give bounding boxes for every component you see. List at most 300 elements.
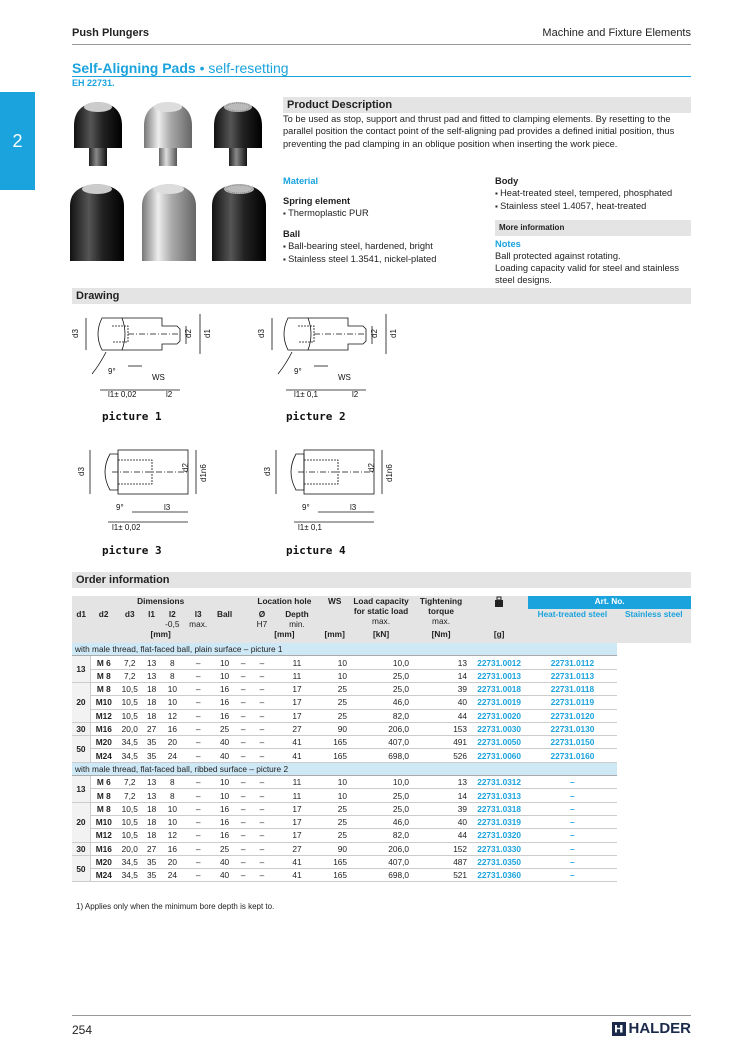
table-cell: 24 xyxy=(160,869,184,882)
table-cell: – xyxy=(184,696,212,709)
table-cell: 41 xyxy=(275,869,320,882)
table-cell: M10 xyxy=(90,815,116,828)
order-table-body xyxy=(72,643,691,882)
cell-art-no[interactable]: 22731.0319 xyxy=(470,815,528,828)
table-cell: – xyxy=(237,869,249,882)
table-cell: – xyxy=(184,855,212,868)
table-cell: 11 xyxy=(275,789,320,802)
weight-icon xyxy=(470,596,528,629)
product-description-heading: Product Description xyxy=(283,97,691,113)
caption-picture-3: picture 3 xyxy=(102,544,162,557)
label-l3: l3 xyxy=(350,503,357,512)
table-cell: – xyxy=(237,855,249,868)
unit-mm: [mm] xyxy=(72,629,249,642)
body-heading: Body xyxy=(495,176,519,186)
table-cell: – xyxy=(237,722,249,735)
table-cell: – xyxy=(184,722,212,735)
table-cell: 17 xyxy=(275,709,320,722)
col-l2: l2 -0,5 xyxy=(160,609,184,629)
table-cell: 10,5 xyxy=(117,696,143,709)
table-cell: 13 xyxy=(143,776,161,789)
table-cell: 20 xyxy=(160,736,184,749)
table-cell: 25 xyxy=(319,682,350,695)
label-l1: l1± 0,02 xyxy=(108,390,137,399)
label-d2: d2 xyxy=(184,329,193,338)
cell-art-no[interactable]: 22731.0330 xyxy=(470,842,528,855)
table-cell: 16 xyxy=(212,829,237,842)
table-cell: 10,0 xyxy=(350,656,412,669)
table-cell: – xyxy=(237,829,249,842)
label-angle: 9° xyxy=(108,367,116,376)
table-cell: – xyxy=(237,656,249,669)
table-cell: 16 xyxy=(160,722,184,735)
cell-art-no[interactable]: 22731.0120 xyxy=(528,709,616,722)
table-cell: 13 xyxy=(143,669,161,682)
table-cell: 25 xyxy=(319,696,350,709)
drawing-picture-4 xyxy=(276,450,382,522)
table-row xyxy=(72,669,691,682)
table-cell: 16 xyxy=(212,709,237,722)
table-row xyxy=(72,736,691,749)
cell-d1: 50 xyxy=(72,855,90,882)
table-cell: 206,0 xyxy=(350,722,412,735)
table-cell: 487 xyxy=(412,855,470,868)
footnote: 1) Applies only when the minimum bore depth is kept to. xyxy=(76,902,275,911)
unit-nm: [Nm] xyxy=(412,629,470,642)
more-info-heading: More information xyxy=(495,220,691,236)
cell-art-no[interactable]: – xyxy=(528,869,616,882)
body-column xyxy=(495,175,691,286)
table-cell: M 8 xyxy=(90,802,116,815)
table-row xyxy=(72,776,691,789)
table-cell: 11 xyxy=(275,669,320,682)
table-cell: 44 xyxy=(412,709,470,722)
table-cell: – xyxy=(249,776,274,789)
cell-art-no[interactable]: 22731.0320 xyxy=(470,829,528,842)
drawing-heading: Drawing xyxy=(72,288,691,304)
cell-art-no[interactable]: 22731.0012 xyxy=(470,656,528,669)
table-cell: – xyxy=(184,815,212,828)
cell-art-no[interactable]: – xyxy=(528,855,616,868)
table-cell: 46,0 xyxy=(350,696,412,709)
table-cell: 40 xyxy=(212,736,237,749)
col-l1: l1 xyxy=(143,609,161,629)
col-heat-treated: Heat-treated steel xyxy=(528,609,616,629)
cell-art-no[interactable]: 22731.0318 xyxy=(470,802,528,815)
table-cell: 17 xyxy=(275,829,320,842)
table-cell: 20 xyxy=(160,855,184,868)
table-cell: – xyxy=(237,815,249,828)
table-cell: 698,0 xyxy=(350,869,412,882)
table-cell: 24 xyxy=(160,749,184,762)
table-cell: 25,0 xyxy=(350,669,412,682)
table-cell: 7,2 xyxy=(117,656,143,669)
col-torque: Tightening torque max. xyxy=(412,596,470,629)
table-cell: 153 xyxy=(412,722,470,735)
caption-picture-1: picture 1 xyxy=(102,410,162,423)
spring-heading: Spring element xyxy=(283,196,351,206)
table-row xyxy=(72,855,691,868)
col-d2: d2 xyxy=(90,609,116,629)
cell-art-no[interactable]: 22731.0150 xyxy=(528,736,616,749)
table-cell: 13 xyxy=(412,656,470,669)
table-cell: – xyxy=(237,776,249,789)
footer-divider xyxy=(72,1015,691,1016)
table-row xyxy=(72,722,691,735)
table-cell: – xyxy=(184,656,212,669)
label-l3: l3 xyxy=(164,503,171,512)
photo-silver-threaded-plain xyxy=(144,102,192,166)
cell-art-no[interactable]: – xyxy=(528,815,616,828)
col-load: Load capacity for static load max. xyxy=(350,596,412,629)
table-cell: 34,5 xyxy=(117,736,143,749)
cell-art-no[interactable]: – xyxy=(528,829,616,842)
halder-logo-icon xyxy=(612,1022,626,1036)
table-cell: 12 xyxy=(160,829,184,842)
table-cell: M 6 xyxy=(90,776,116,789)
cell-art-no[interactable]: 22731.0020 xyxy=(470,709,528,722)
cell-art-no[interactable]: 22731.0312 xyxy=(470,776,528,789)
table-row xyxy=(72,682,691,695)
table-cell: – xyxy=(237,802,249,815)
chapter-tab[interactable]: 2 xyxy=(0,92,35,190)
page-number: 254 xyxy=(72,1023,93,1037)
label-l1: l1± 0,1 xyxy=(294,390,318,399)
table-cell: – xyxy=(249,722,274,735)
table-cell: 10,0 xyxy=(350,776,412,789)
label-l1: l1± 0,02 xyxy=(112,523,141,532)
table-cell: – xyxy=(237,736,249,749)
unit-blank xyxy=(528,629,691,642)
table-cell: 165 xyxy=(319,869,350,882)
table-cell: 7,2 xyxy=(117,789,143,802)
table-cell: 17 xyxy=(275,696,320,709)
table-cell: 8 xyxy=(160,656,184,669)
label-d3: d3 xyxy=(77,467,86,476)
table-cell: 10 xyxy=(212,656,237,669)
cell-d1: 30 xyxy=(72,842,90,855)
cell-art-no[interactable]: 22731.0013 xyxy=(470,669,528,682)
cell-art-no[interactable]: – xyxy=(528,789,616,802)
table-cell: 82,0 xyxy=(350,709,412,722)
table-cell: 152 xyxy=(412,842,470,855)
table-cell: 165 xyxy=(319,736,350,749)
drawing-picture-1 xyxy=(86,314,200,390)
table-cell: 10 xyxy=(319,669,350,682)
label-ws: WS xyxy=(338,373,351,382)
photo-black-threaded-plain xyxy=(74,102,122,166)
table-cell: – xyxy=(249,709,274,722)
product-description-text: To be used as stop, support and thrust pad and fitted to clamping elements. By resetting to the parallel position the contact point of the self-aligning pad provides a defined initial position, thus preventing the pad clamping in an oblique position when inserting the work piece. xyxy=(283,114,675,149)
table-cell: 8 xyxy=(160,669,184,682)
table-row xyxy=(72,815,691,828)
col-l3: l3 max. xyxy=(184,609,212,629)
table-cell: – xyxy=(249,749,274,762)
cell-art-no[interactable]: 22731.0030 xyxy=(470,722,528,735)
table-cell: 35 xyxy=(143,749,161,762)
spring-item: ▪ Thermoplastic PUR xyxy=(283,207,488,220)
table-cell: M 8 xyxy=(90,669,116,682)
unit-kn: [kN] xyxy=(350,629,412,642)
table-cell: 35 xyxy=(143,855,161,868)
table-cell: 25 xyxy=(319,802,350,815)
label-d3: d3 xyxy=(263,467,272,476)
table-cell: 10 xyxy=(160,802,184,815)
cell-art-no[interactable]: 22731.0313 xyxy=(470,789,528,802)
notes-line: Loading capacity valid for steel and stainless steel designs. xyxy=(495,263,679,285)
table-cell: 40 xyxy=(412,696,470,709)
material-heading: Material xyxy=(283,176,319,186)
table-cell: 11 xyxy=(275,656,320,669)
table-row xyxy=(72,802,691,815)
label-l1: l1± 0,1 xyxy=(298,523,322,532)
table-cell: – xyxy=(249,869,274,882)
product-title-bold: Self-Aligning Pads xyxy=(72,60,196,76)
table-cell: 44 xyxy=(412,829,470,842)
table-cell: – xyxy=(249,696,274,709)
caption-picture-4: picture 4 xyxy=(286,544,346,557)
table-cell: – xyxy=(184,682,212,695)
table-cell: 206,0 xyxy=(350,842,412,855)
ball-item: ▪ Ball-bearing steel, hardened, bright xyxy=(283,240,488,253)
table-cell: 10 xyxy=(319,656,350,669)
table-cell: 10,5 xyxy=(117,802,143,815)
table-cell: 20,0 xyxy=(117,842,143,855)
table-cell: – xyxy=(237,789,249,802)
table-cell: 10,5 xyxy=(117,829,143,842)
table-cell: 12 xyxy=(160,709,184,722)
label-d1: d1 xyxy=(203,329,212,338)
cell-art-no[interactable]: 22731.0113 xyxy=(528,669,616,682)
photo-silver-bore-plain xyxy=(142,184,196,261)
label-d2: d2 xyxy=(181,463,190,472)
group-row: with male thread, flat-faced ball, ribbed surface – picture 2 xyxy=(72,762,617,775)
label-angle: 9° xyxy=(294,367,302,376)
table-cell: 46,0 xyxy=(350,815,412,828)
col-stainless: Stainless steel xyxy=(617,609,691,629)
table-cell: 10,5 xyxy=(117,815,143,828)
table-cell: – xyxy=(249,656,274,669)
col-ball: Ball xyxy=(212,609,237,629)
photo-black-bore-plain xyxy=(70,184,124,261)
cell-d1: 13 xyxy=(72,776,90,803)
label-l2: l2 xyxy=(352,390,359,399)
cell-art-no[interactable]: – xyxy=(528,776,616,789)
table-row xyxy=(72,656,691,669)
cell-art-no[interactable]: 22731.0118 xyxy=(528,682,616,695)
col-depth: Depth min. xyxy=(275,609,320,629)
table-cell: 25,0 xyxy=(350,802,412,815)
unit-mm: [mm] xyxy=(249,629,319,642)
col-d1: d1 xyxy=(72,609,90,629)
label-d1: d1 xyxy=(389,329,398,338)
table-cell: 10 xyxy=(160,696,184,709)
label-angle: 9° xyxy=(116,503,124,512)
table-row xyxy=(72,709,691,722)
table-cell: M 6 xyxy=(90,656,116,669)
table-cell: – xyxy=(184,749,212,762)
label-angle: 9° xyxy=(302,503,310,512)
table-cell: 10 xyxy=(212,669,237,682)
cell-art-no[interactable]: – xyxy=(528,802,616,815)
table-cell: 16 xyxy=(212,696,237,709)
table-cell: 34,5 xyxy=(117,855,143,868)
table-cell: M16 xyxy=(90,842,116,855)
cell-art-no[interactable]: 22731.0060 xyxy=(470,749,528,762)
caption-picture-2: picture 2 xyxy=(286,410,346,423)
table-cell: M16 xyxy=(90,722,116,735)
table-cell: 17 xyxy=(275,802,320,815)
table-cell: 20,0 xyxy=(117,722,143,735)
label-d3: d3 xyxy=(71,329,80,338)
label-d2: d2 xyxy=(367,463,376,472)
table-cell: 18 xyxy=(143,829,161,842)
table-cell: 14 xyxy=(412,669,470,682)
notes-line: Ball protected against rotating. xyxy=(495,251,621,261)
product-photos xyxy=(66,96,272,268)
table-row xyxy=(72,829,691,842)
header-divider xyxy=(72,44,691,45)
table-cell: 40 xyxy=(212,869,237,882)
header-section-title: Push Plungers xyxy=(72,27,150,39)
table-row xyxy=(72,842,691,855)
table-cell: 40 xyxy=(212,749,237,762)
label-l2: l2 xyxy=(166,390,173,399)
table-cell: 17 xyxy=(275,682,320,695)
table-cell: 13 xyxy=(143,789,161,802)
table-cell: 10 xyxy=(160,815,184,828)
table-cell: 18 xyxy=(143,802,161,815)
technical-drawings xyxy=(72,304,432,566)
cell-d1: 20 xyxy=(72,802,90,842)
table-cell: 10,5 xyxy=(117,682,143,695)
unit-g: [g] xyxy=(470,629,528,642)
order-heading: Order information xyxy=(72,572,691,588)
drawing-picture-3 xyxy=(90,450,196,522)
table-cell: M 8 xyxy=(90,789,116,802)
table-cell: 16 xyxy=(212,815,237,828)
table-row xyxy=(72,749,691,762)
title-divider xyxy=(72,76,691,77)
ball-item: ▪ Stainless steel 1.3541, nickel-plated xyxy=(283,253,488,266)
product-code: EH 22731. xyxy=(72,78,115,88)
table-cell: 10 xyxy=(319,776,350,789)
table-cell: M12 xyxy=(90,829,116,842)
photo-black-bore-ribbed xyxy=(212,184,266,261)
cell-art-no[interactable]: 22731.0019 xyxy=(470,696,528,709)
cell-art-no[interactable]: 22731.0160 xyxy=(528,749,616,762)
table-cell: 27 xyxy=(275,722,320,735)
col-dimensions: Dimensions xyxy=(72,596,249,609)
table-cell: 10,5 xyxy=(117,709,143,722)
cell-art-no[interactable]: 22731.0130 xyxy=(528,722,616,735)
table-cell: 10 xyxy=(212,789,237,802)
table-cell: 90 xyxy=(319,842,350,855)
spring-list xyxy=(283,207,488,220)
table-row xyxy=(72,789,691,802)
table-cell: M24 xyxy=(90,869,116,882)
table-cell: 27 xyxy=(143,842,161,855)
cell-art-no[interactable]: 22731.0360 xyxy=(470,869,528,882)
table-cell: 90 xyxy=(319,722,350,735)
table-cell: 25 xyxy=(212,842,237,855)
table-cell: M24 xyxy=(90,749,116,762)
product-title xyxy=(72,60,289,76)
table-cell: – xyxy=(249,815,274,828)
table-cell: – xyxy=(184,802,212,815)
table-cell: 18 xyxy=(143,815,161,828)
cell-art-no[interactable]: 22731.0018 xyxy=(470,682,528,695)
cell-art-no[interactable]: 22731.0350 xyxy=(470,855,528,868)
table-cell: – xyxy=(237,749,249,762)
table-cell: 407,0 xyxy=(350,855,412,868)
table-cell: 25 xyxy=(319,815,350,828)
table-cell: – xyxy=(184,709,212,722)
col-ws-blank xyxy=(319,609,350,629)
cell-d1: 50 xyxy=(72,736,90,763)
table-cell: M12 xyxy=(90,709,116,722)
ball-list xyxy=(283,240,488,266)
table-cell: – xyxy=(237,696,249,709)
cell-art-no[interactable]: – xyxy=(528,842,616,855)
header-catalog-title: Machine and Fixture Elements xyxy=(542,27,691,39)
table-cell: 491 xyxy=(412,736,470,749)
table-cell: 27 xyxy=(275,842,320,855)
table-cell: 27 xyxy=(143,722,161,735)
table-cell: 407,0 xyxy=(350,736,412,749)
table-cell: 10 xyxy=(319,789,350,802)
table-cell: – xyxy=(237,709,249,722)
table-cell: 14 xyxy=(412,789,470,802)
table-cell: 25 xyxy=(212,722,237,735)
cell-art-no[interactable]: 22731.0112 xyxy=(528,656,616,669)
table-cell: 41 xyxy=(275,736,320,749)
table-cell: M 8 xyxy=(90,682,116,695)
table-row xyxy=(72,869,691,882)
table-cell: – xyxy=(184,842,212,855)
table-cell: 18 xyxy=(143,682,161,695)
table-cell: 35 xyxy=(143,869,161,882)
cell-d1: 30 xyxy=(72,722,90,735)
body-list xyxy=(495,187,691,213)
table-cell: M20 xyxy=(90,855,116,868)
table-cell: 34,5 xyxy=(117,749,143,762)
table-cell: 526 xyxy=(412,749,470,762)
cell-art-no[interactable]: 22731.0050 xyxy=(470,736,528,749)
label-d1n6: d1n6 xyxy=(199,464,208,482)
col-ws: WS xyxy=(319,596,350,609)
table-cell: 8 xyxy=(160,776,184,789)
table-cell: 16 xyxy=(212,802,237,815)
table-cell: 10 xyxy=(160,682,184,695)
ball-heading: Ball xyxy=(283,229,301,239)
table-cell: 34,5 xyxy=(117,869,143,882)
label-ws: WS xyxy=(152,373,165,382)
table-cell: 521 xyxy=(412,869,470,882)
table-cell: 17 xyxy=(275,815,320,828)
drawing-picture-2 xyxy=(272,314,386,390)
table-cell: 18 xyxy=(143,696,161,709)
table-cell: – xyxy=(237,842,249,855)
table-cell: – xyxy=(184,669,212,682)
table-cell: – xyxy=(249,829,274,842)
table-cell: – xyxy=(249,855,274,868)
body-item: ▪ Stainless steel 1.4057, heat-treated xyxy=(495,200,691,213)
table-cell: – xyxy=(237,682,249,695)
table-cell: – xyxy=(249,669,274,682)
table-cell: – xyxy=(184,776,212,789)
cell-art-no[interactable]: 22731.0119 xyxy=(528,696,616,709)
